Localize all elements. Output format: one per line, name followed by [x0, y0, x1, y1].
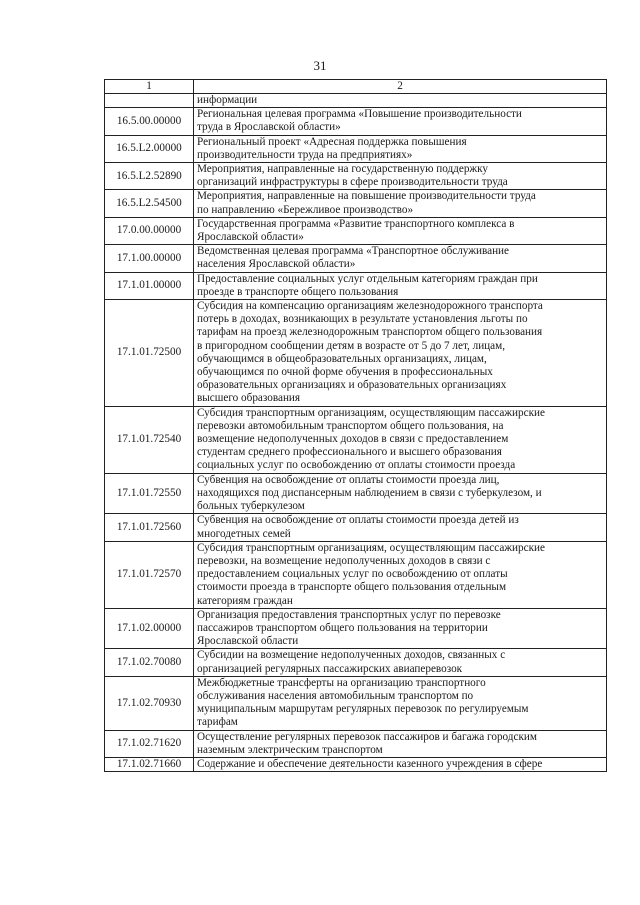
row-name-line: наземным электрическим транспортом	[197, 743, 383, 756]
row-name-line: информации	[197, 94, 258, 106]
row-name	[194, 473, 607, 514]
table-row	[105, 514, 607, 541]
table-body	[105, 94, 607, 772]
row-name	[194, 649, 607, 676]
row-name	[194, 676, 607, 730]
table-row	[105, 135, 607, 162]
row-name-line: тарифам на проезд железнодорожным транспортом общего пользования	[197, 326, 543, 339]
row-name-line: тарифам	[197, 716, 238, 729]
row-name-line: социальных услуг по освобождению от оплаты стоимости проезда	[197, 459, 516, 472]
row-name-line: Субсидия транспортным организациям, осуществляющим пассажирские	[197, 541, 545, 554]
row-name-line: многодетных семей	[197, 527, 291, 540]
row-name-line: находящихся под диспансерным наблюдением в связи с туберкулезом, и	[197, 486, 542, 499]
row-name-line: проезде в транспорте общего пользования	[197, 285, 399, 298]
row-name-line: перевозки автомобильным транспортом общего пользования, на	[197, 419, 504, 432]
row-name	[194, 135, 607, 162]
row-code: 17.1.01.72500	[105, 300, 194, 407]
row-code: 17.1.02.00000	[105, 608, 194, 649]
row-name	[194, 217, 607, 244]
row-name-line: высшего образования	[197, 392, 301, 405]
row-name-line: Мероприятия, направленные на повышение производительности труда	[197, 190, 536, 203]
row-name	[194, 514, 607, 541]
row-name-line: Субсидия на компенсацию организациям железнодорожного транспорта	[197, 300, 543, 313]
row-name-line: Субсидии на возмещение недополученных доходов, связанных с	[197, 649, 506, 662]
row-name-line: Мероприятия, направленные на государственную поддержку	[197, 163, 489, 176]
row-name-line: обучающимся по очной форме обучения в профессиональных	[197, 366, 493, 379]
table-row	[105, 245, 607, 272]
row-code: 17.1.02.71620	[105, 730, 194, 757]
row-name	[194, 730, 607, 757]
row-code: 17.1.02.70080	[105, 649, 194, 676]
row-name-line: Государственная программа «Развитие транспортного комплекса в	[197, 217, 515, 230]
row-name-line: возмещение недополученных доходов в связи с предоставлением	[197, 433, 509, 446]
row-code: 16.5.00.00000	[105, 108, 194, 135]
row-name	[194, 190, 607, 217]
row-name-line: Субвенция на освобождение от оплаты стоимости проезда детей из	[197, 514, 519, 527]
row-name-line: Осуществление регулярных перевозок пассажиров и багажа городским	[197, 730, 537, 743]
row-name-line: предоставлением социальных услуг по освобождению от оплаты	[197, 568, 508, 581]
row-name-line: Организация предоставления транспортных услуг по перевозке	[197, 608, 501, 621]
row-name	[194, 300, 607, 407]
row-name-line: по направлению «Бережливое производство»	[197, 203, 414, 216]
row-name-line: перевозки, на возмещение недополученных доходов в связи с	[197, 554, 491, 567]
row-name-line: в пригородном сообщении детям в возрасте от 5 до 7 лет, лицам,	[197, 339, 506, 352]
row-name	[194, 608, 607, 649]
row-code: 16.5.L2.52890	[105, 163, 194, 190]
row-name-line: обучающимся в общеобразовательных организациях, лицам,	[197, 352, 487, 365]
table-header-row	[105, 80, 607, 94]
row-name-line: Субсидия транспортным организациям, осуществляющим пассажирские	[197, 406, 545, 419]
row-code: 17.0.00.00000	[105, 217, 194, 244]
row-name-line: больных туберкулезом	[197, 500, 305, 513]
table-row	[105, 300, 607, 407]
row-name-line: пассажиров транспортом общего пользования на территории	[197, 621, 488, 634]
table-row	[105, 730, 607, 757]
row-name	[194, 406, 607, 473]
table-row	[105, 473, 607, 514]
row-name-line: организацией регулярных пассажирских авиаперевозок	[197, 662, 463, 675]
table-row	[105, 406, 607, 473]
table-row	[105, 217, 607, 244]
row-code: 17.1.02.70930	[105, 676, 194, 730]
row-code: 17.1.01.72550	[105, 473, 194, 514]
row-name	[194, 163, 607, 190]
row-name-line: муниципальным маршрутам регулярных перевозок по регулируемым	[197, 703, 529, 716]
column-header-code: 1	[105, 80, 194, 94]
page-number: 31	[313, 58, 327, 73]
table-row	[105, 272, 607, 299]
table-row	[105, 608, 607, 649]
row-code: 17.1.00.00000	[105, 245, 194, 272]
row-name-line: Предоставление социальных услуг отдельным категориям граждан при	[197, 272, 538, 285]
row-name-line: Субвенция на освобождение от оплаты стоимости проезда лиц,	[197, 473, 500, 486]
row-name-line: категориям граждан	[197, 594, 293, 607]
row-name-line: Региональный проект «Адресная поддержка повышения	[197, 135, 467, 148]
row-code: 17.1.02.71660	[105, 757, 194, 771]
table-row	[105, 649, 607, 676]
row-code: 16.5.L2.00000	[105, 135, 194, 162]
row-name-line: Региональная целевая программа «Повышение производительности	[197, 108, 522, 121]
row-name	[194, 94, 607, 108]
classification-table	[104, 79, 607, 772]
row-name-line: производительности труда на предприятиях»	[197, 148, 413, 161]
row-name	[194, 757, 607, 771]
row-name-line: труда в Ярославской области»	[197, 121, 341, 134]
table-row	[105, 541, 607, 608]
row-name-line: Ведомственная целевая программа «Транспортное обслуживание	[197, 245, 510, 258]
row-name	[194, 272, 607, 299]
table-row	[105, 163, 607, 190]
row-name-line: обслуживания населения автомобильным транспортом по	[197, 689, 474, 702]
row-code: 17.1.01.00000	[105, 272, 194, 299]
row-name-line: Межбюджетные трансферты на организацию транспортного	[197, 676, 486, 689]
table-row	[105, 108, 607, 135]
row-code: 17.1.01.72570	[105, 541, 194, 608]
row-name-line: потерь в доходах, возникающих в результате установления льготы по	[197, 313, 528, 326]
row-name-line: студентам среднего профессионального и высшего образования	[197, 446, 502, 459]
table-row	[105, 94, 607, 108]
row-code: 17.1.01.72560	[105, 514, 194, 541]
row-name-line: образовательных организациях и образовательных организациях	[197, 379, 507, 392]
table-row	[105, 757, 607, 771]
row-name	[194, 541, 607, 608]
row-name	[194, 108, 607, 135]
column-header-name: 2	[194, 80, 607, 94]
row-name-line: Ярославской области	[197, 635, 299, 648]
row-name-line: Содержание и обеспечение деятельности казенного учреждения в сфере	[197, 757, 543, 770]
row-code: 16.5.L2.54500	[105, 190, 194, 217]
row-code: 17.1.01.72540	[105, 406, 194, 473]
table-row	[105, 190, 607, 217]
table-row	[105, 676, 607, 730]
row-code	[105, 94, 194, 108]
row-name	[194, 245, 607, 272]
row-name-line: стоимости проезда в транспорте общего пользования отдельным	[197, 581, 507, 594]
row-name-line: населения Ярославской области»	[197, 258, 356, 271]
row-name-line: организаций инфраструктуры в сфере производительности труда	[197, 176, 508, 189]
row-name-line: Ярославской области»	[197, 231, 304, 244]
